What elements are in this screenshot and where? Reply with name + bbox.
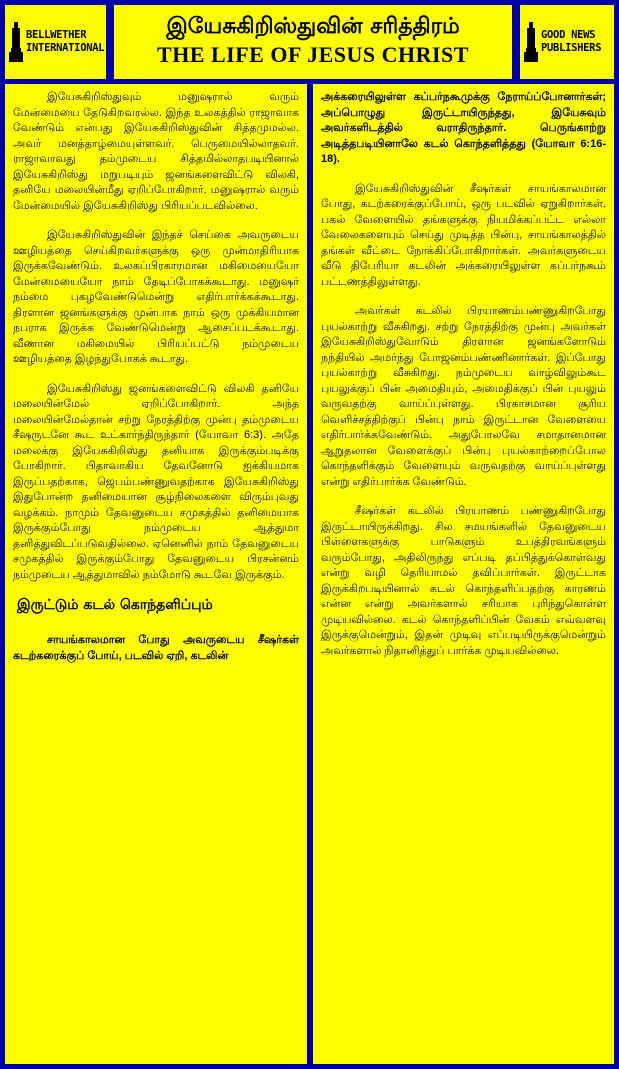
- body-paragraph: இயேசுகிறிஸ்துவின் இந்தச் செய்கை அவருடைய ஊழியத்தை செய்கிறவர்களுக்கு ஒரு முன்மாதிரியாக இருக்கவேண்டும். உலகப்பிரகாரமான மகிமையையோ மேன்மையையோ நாம் தேடிப்போகக்கூடாது. மனுஷர் நம்மை புகழவேண்டுமென்று எதிர்பார்க்கக்கூடாது. திரளான ஜனங்களுக்கு முன்பாக நாம் ஒரு முக்கியமான நபராக இருக்க வேண்டுமென்று ஆசைப்படக்கூடாது. வீணான மகிமையில் பிரியப்பட்டு நம்முடைய ஊழியத்தை இழந்துபோகக் கூடாது.: [13, 229, 299, 365]
- body-paragraph: சீஷர்கள் கடலில் பிரயாணம் பண்ணுகிறபோது இருட்டாயிருக்கிறது. சில சமயங்களில் தேவனுடைய பிள்ளைகளுக்கு பாடுகளும் உபத்திரவங்களும் வரும்போது, அதிலிருந்து எப்படி தப்பித்துக்கொள்வது என்று வழி தெரியாமல் தவிப்பார்கள். இருட்டாக இருக்கிறபடியினால் கடல் கொந்தளிப்பதற்கு காரணம் என்ன என்று அவர்களால் சரியாக புரிந்துகொள்ள முடியவில்லை. கடல் கொந்தளிப்பின் வேகம் எவ்வளவு இருக்குமென்றும், இதன் முடிவு எப்படியிருக்குமென்றும் அவர்களால் நிதானித்துப் பார்க்க முடியவில்லை.: [321, 505, 606, 657]
- body-paragraph: அவர்கள் கடலில் பிரயாணம்பண்ணுகிறபோது புயல்காற்று வீசுகிறது. சற்று நேரத்திற்கு முன்பு அவர்கள் இயேசுகிறிஸ்துவோடும் திரளான ஜனங்களோடும் நந்தியில் அமர்ந்து போஜனம்பண்ணினார்கள். இப்போது புயல்காற்று வீசுகிறது. நம்முடைய வாழ்விலும்கூட புயலுக்குப் பின் அமைதியும், அமைதிக்குப் பின் புயலும் வருவதற்கு வாய்ப்புள்ளது. பிரகாசமான சூரிய வெளிச்சத்திற்குப் பின்பு நாம் இருட்டான வேளையை எதிர்பார்க்கவேண்டும். அதுபோலவே சமாதானமான ஆறுதலான வேளைக்குப் பின்பு புயல்காற்றைப்போல கொந்தளிக்கும் வேளையும் வருவதற்கு வாய்ப்புள்ளது என்று எதிர்பார்க்க வேண்டும்.: [321, 305, 606, 488]
- statue-icon: [9, 22, 23, 62]
- logo-right-line1: GOOD NEWS: [541, 29, 596, 41]
- publisher-logo-right: [520, 5, 614, 79]
- scripture-quote-continued: அக்கரையிலுள்ள கப்பர்நகூமுக்கு நேராய்ப்போனார்கள்; அப்பொழுது இருட்டாயிருந்தது, இயேசுவும் அவர்களிடத்தில் வராதிருந்தார். பெருங்காற்று அடித்தபடியினாலே கடல் கொந்தளித்தது (யோவா 6:16-18).: [321, 91, 606, 165]
- scripture-quote: சாயங்காலமான போது அவருடைய சீஷர்கள் கடற்கரைக்குப் போய், படவில் ஏறி, கடலின்: [13, 634, 299, 662]
- header-title-box: [114, 5, 512, 79]
- logo-left-line2: INTERNATIONAL: [26, 42, 105, 54]
- body-paragraph: இயேசுகிறிஸ்துவும் மனுஷரால் வரும் மேன்மையை தேடுகிறவரல்ல. இந்த உலகத்தில் ராஜாவாக வேண்டும் என்பது இயேசுகிறிஸ்துவின் சித்தமுமல்ல. அவர் மனத்தாழ்மையுள்ளவர். பெருமையில்லாதவர். ராஜாவாவது தம்முடைய சித்தமில்லாதபடியினால் இயேசுகிறிஸ்து மறுபடியும் ஜனங்களைவிட்டு விலகி, தனியே மலையின்மீது ஏறிப்போகிறார். மனுஷரால் வரும் மேன்மையில் இயேசுகிறிஸ்து பிரியப்படவில்லை.: [13, 91, 299, 212]
- publisher-logo-left: [5, 5, 106, 79]
- logo-left-line1: BELLWETHER: [26, 29, 87, 41]
- title-tamil: இயேசுகிறிஸ்துவின் சரித்திரம்: [166, 14, 460, 39]
- title-english: THE LIFE OF JESUS CHRIST: [157, 42, 469, 67]
- left-column: [5, 84, 307, 1064]
- right-column: [313, 84, 614, 1064]
- section-heading: இருட்டும் கடல் கொந்தளிப்பும்: [17, 597, 213, 613]
- statue-icon: [524, 22, 538, 62]
- logo-right-line2: PUBLISHERS: [541, 42, 602, 54]
- body-paragraph: இயேசுகிறிஸ்துவின் சீஷர்கள் சாயங்காலமான போது, கடற்கரைக்குப்போய், ஒரு படவில் ஏறுகிறார்கள். பகல் வேளையில் தங்களுக்கு நியமிக்கப்பட்ட எல்லா வேலைகளையும் செய்து முடித்த பின்பு, சாயங்காலத்தில் தங்கள் வீட்டை நோக்கிப்போகிறார்கள். அவர்களுடைய வீடு திபேரியா கடலின் அக்கரையிலுள்ள கப்பர்நகூம் பட்டணத்திலுள்ளது.: [321, 182, 606, 288]
- body-paragraph: இயேசுகிறிஸ்து ஜனங்களைவிட்டு விலகி தனியே மலையின்மேல் ஏறிப்போகிறார். அந்த மலையின்மேல்தான் சற்று நேரத்திற்கு முன்பு தம்முடைய சீஷருடனே கூட உட்கார்ந்திருந்தார் (யோவா 6:3). அதே மலைக்கு இயேசுகிறிஸ்து தனியாக இருக்கும்படிக்கு போகிறார். பிதாவாகிய தேவனோடு ஐக்கியமாக இருப்பதற்காக, ஜெபம்பண்ணுவதற்காக இயேசுகிறிஸ்து இதுபோன்ற தனிமையான சூழ்நிலைகளை விரும்புவது வழக்கம். நாமும் தேவனுடைய சமுகத்தில் தனிமையாக இருக்கும்போது நம்முடைய ஆத்துமா தனித்துவிடப்படுவதில்லை. ஏனெனில் நாம் தேவனுடைய சமுகத்தில் இருக்கும்போது தேவனுடைய பிரசன்னம் நம்முடைய ஆத்துமாவில் நம்மோடு கூடவே இருக்கும்.: [13, 382, 299, 581]
